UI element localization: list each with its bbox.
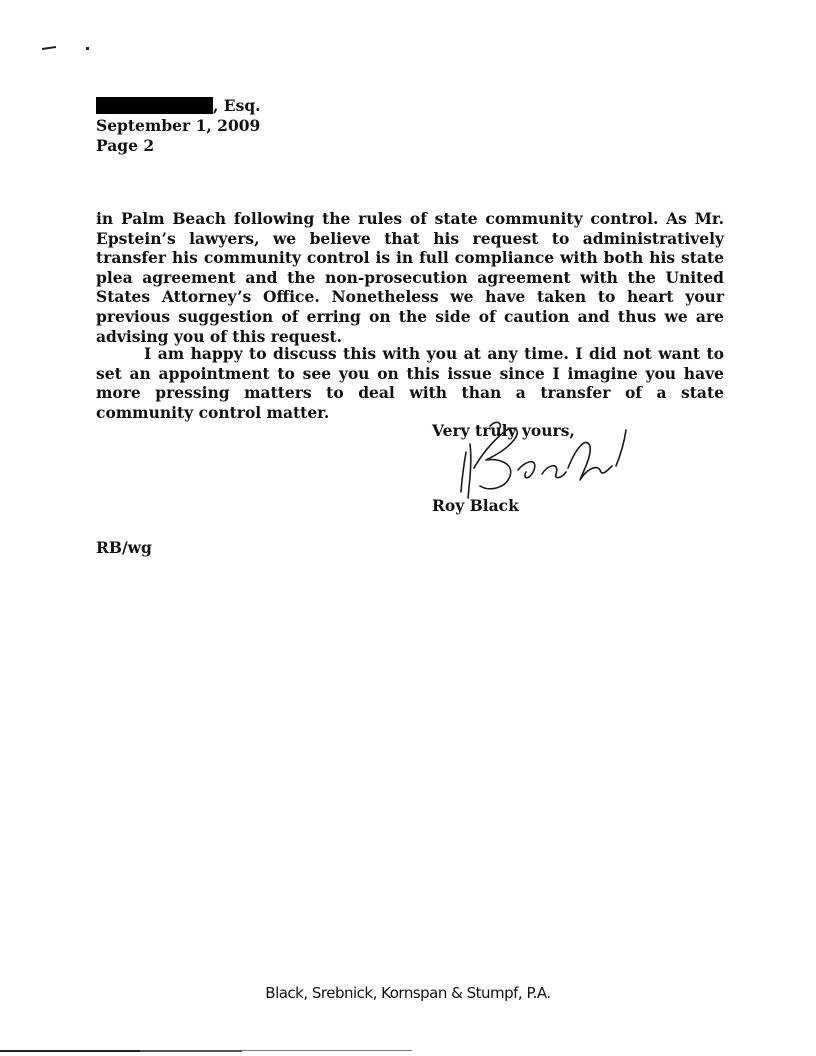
redaction-block: [96, 97, 213, 114]
firm-footer: Black, Srebnick, Kornspan & Stumpf, P.A.: [265, 984, 551, 1002]
closing-valediction: Very truly yours,: [432, 421, 575, 440]
recipient-suffix: , Esq.: [213, 96, 261, 115]
body-paragraph-1: in Palm Beach following the rules of state community control. As Mr. Epstein’s lawyers, we believe that his request to administratively transfer his community control is in full compliance with both his state plea agreement and the non-prosecution agreement with the United States Attorney’s Office. Nonetheless we have taken to heart your previous suggestion of erring on the side of caution and thus we are advising you of this request.: [96, 209, 724, 346]
body-paragraph-2: I am happy to discuss this with you at any time. I did not want to set an appointment to see you on this issue since I imagine you have more pressing matters to deal with than a transfer of a state community control matter.: [96, 344, 724, 422]
signer-name: Roy Black: [432, 496, 519, 515]
scan-edge: [242, 1050, 412, 1051]
recipient-line: [96, 96, 261, 116]
scan-artifact: [86, 47, 89, 50]
scan-edge: [140, 1050, 242, 1052]
typist-initials: RB/wg: [96, 538, 152, 557]
scan-artifact: [42, 46, 56, 50]
letter-header: [96, 96, 261, 156]
letter-date: September 1, 2009: [96, 116, 261, 135]
handwritten-signature: [430, 408, 650, 503]
scan-edge: [0, 1050, 140, 1052]
page-number: Page 2: [96, 136, 155, 155]
